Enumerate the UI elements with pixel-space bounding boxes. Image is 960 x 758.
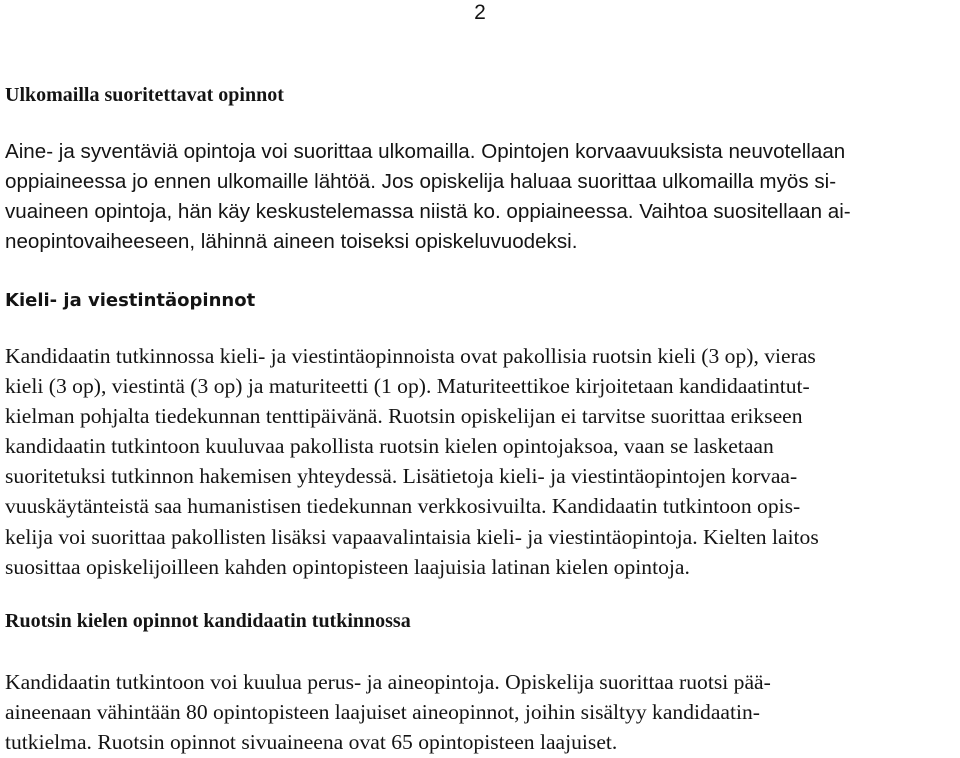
paragraph-line: tutkielma. Ruotsin opinnot sivuaineena ovat 65 opintopisteen laajuiset.	[5, 730, 618, 755]
paragraph-line: kelija voi suorittaa pakollisten lisäksi vapaavalintaisia kieli- ja viestintäopintoja. Kielten laitos	[5, 524, 819, 549]
paragraph-line: Kandidaatin tutkintoon voi kuulua perus- ja aineopintoja. Opiskelija suorittaa ruotsi pää-	[5, 670, 771, 694]
paragraph-line: neopintovaiheeseen, lähinnä aineen toiseksi opiskeluvuodeksi.	[5, 230, 578, 254]
paragraph-line: kielman pohjalta tiedekunnan tenttipäivänä. Ruotsin opiskelijan ei tarvitse suorittaa erikseen	[5, 404, 803, 429]
paragraph-line: aineenaan vähintään 80 opintopisteen laajuiset aineopinnot, joihin sisältyy kandidaatin-	[5, 700, 760, 725]
paragraph-line: vuaineen opintoja, hän käy keskustelemassa niistä ko. oppiaineessa. Vaihtoa suositellaan ai-	[5, 200, 851, 224]
paragraph-line: Aine- ja syventäviä opintoja voi suorittaa ulkomailla. Opintojen korvaavuuksista neuvotellaan	[5, 140, 846, 163]
paragraph-line: kieli (3 op), viestintä (3 op) ja maturiteetti (1 op). Maturiteettikoe kirjoitetaan kandidaatintut-	[5, 374, 810, 399]
heading-kieli-ja-viestintaopinnot: Kieli- ja viestintäopinnot	[5, 290, 256, 311]
heading-ruotsin-kielen-opinnot: Ruotsin kielen opinnot kandidaatin tutkinnossa	[5, 610, 411, 632]
paragraph-line: suoritetuksi tutkinnon hakemisen yhteydessä. Lisätietoja kieli- ja viestintäopintojen korvaa-	[5, 464, 798, 489]
paragraph-line: kandidaatin tutkintoon kuuluvaa pakollista ruotsin kielen opintojaksoa, vaan se lasketaan	[5, 434, 774, 459]
paragraph-line: oppiaineessa jo ennen ulkomaille lähtöä. Jos opiskelija haluaa suorittaa ulkomailla myös si-	[5, 170, 837, 194]
paragraph-ulkomailla	[5, 137, 851, 257]
paragraph-line: suosittaa opiskelijoilleen kahden opintopisteen laajuisia latinan kielen opintoja.	[5, 554, 690, 579]
paragraph-kieli-ja-viestinta	[5, 341, 819, 582]
paragraph-line: vuuskäytänteistä saa humanistisen tiedekunnan verkkosivuilta. Kandidaatin tutkintoon opis-	[5, 494, 801, 519]
page-number: 2	[474, 1, 486, 24]
heading-ulkomailla-suoritettavat-opinnot: Ulkomailla suoritettavat opinnot	[5, 84, 284, 106]
paragraph-line: Kandidaatin tutkinnossa kieli- ja viestintäopinnoista ovat pakollisia ruotsin kieli (3 op), vieras	[5, 344, 816, 368]
paragraph-ruotsin-kielen-opinnot	[5, 667, 771, 757]
